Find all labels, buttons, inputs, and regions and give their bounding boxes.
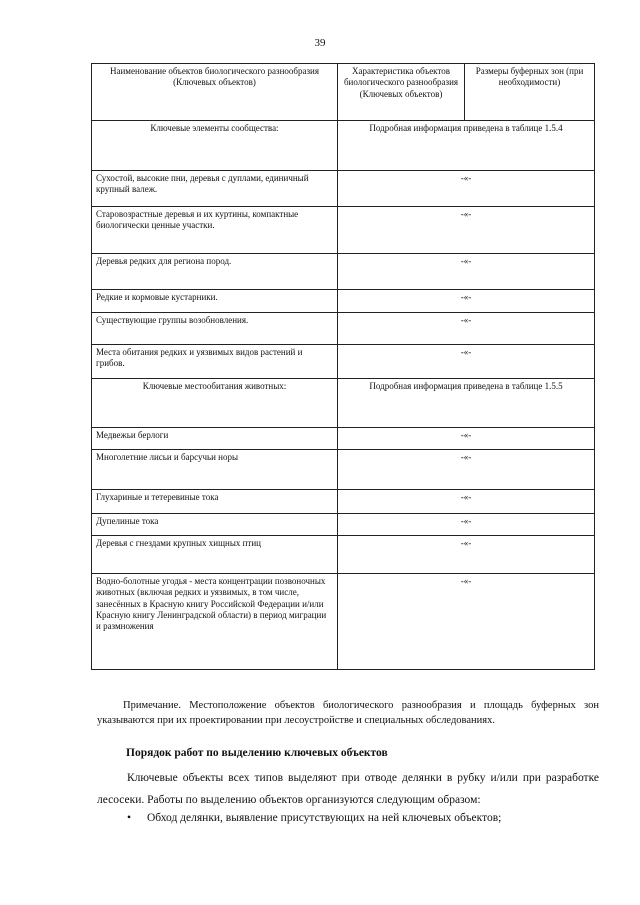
table-row [92,254,595,290]
object-name: Редкие и кормовые кустарники. [92,290,338,313]
table-row [92,428,595,450]
object-name: Деревья с гнездами крупных хищных птиц [92,536,338,574]
object-characteristic: -«- [338,514,595,536]
object-characteristic: -«- [338,536,595,574]
table-row [92,207,595,254]
object-characteristic: -«- [338,290,595,313]
table-row [92,536,595,574]
object-name: Медвежьи берлоги [92,428,338,450]
section-title: Ключевые местообитания животных: [92,379,338,428]
body-paragraph: Ключевые объекты всех типов выделяют при отводе делянки в рубку и/или при разработке лесосеки. Работы по выделению объектов организуются следующим образом: [97,772,599,806]
table-row [92,313,595,345]
object-name: Места обитания редких и уязвимых видов растений и грибов. [92,345,338,379]
table-row [92,490,595,514]
object-characteristic: -«- [338,207,595,254]
header-object-name: Наименование объектов биологического разнообразия (Ключевых объектов) [92,64,338,121]
table-row [92,171,595,207]
table-row [92,121,595,171]
object-name: Глухариные и тетеревиные тока [92,490,338,514]
table-row [92,379,595,428]
object-characteristic: -«- [338,574,595,670]
biodiversity-table [91,63,595,670]
object-characteristic: -«- [338,171,595,207]
section-title: Ключевые элементы сообщества: [92,121,338,171]
object-characteristic: -«- [338,254,595,290]
object-name: Сухостой, высокие пни, деревья с дуплами, единичный крупный валеж. [92,171,338,207]
section-info: Подробная информация приведена в таблице 1.5.4 [338,121,595,171]
object-name: Деревья редких для региона пород. [92,254,338,290]
bullet-list [127,812,501,824]
table-row [92,450,595,490]
object-name: Водно-болотные угодья - места концентрации позвоночных животных (включая редких и уязвимых, в том числе, занесённых в Красную книгу Российской Федерации и/или Красную книгу Ленинградской области) в период миграции и размножения [92,574,338,670]
list-item [127,812,501,824]
table-row [92,514,595,536]
object-characteristic: -«- [338,450,595,490]
section-heading: Порядок работ по выделению ключевых объектов [126,747,388,759]
table-note: Примечание. Местоположение объектов биологического разнообразия и площадь буферных зон указываются при их проектировании при лесоустройстве и специальных обследованиях. [97,700,599,727]
object-characteristic: -«- [338,428,595,450]
object-name: Многолетние лисьи и барсучьи норы [92,450,338,490]
table-row [92,574,595,670]
header-characteristic: Характеристика объектов биологического разнообразия (Ключевых объектов) [338,64,465,121]
object-name: Существующие группы возобновления. [92,313,338,345]
object-characteristic: -«- [338,490,595,514]
table-row [92,290,595,313]
object-characteristic: -«- [338,345,595,379]
object-characteristic: -«- [338,313,595,345]
header-buffer-zone: Размеры буферных зон (при необходимости) [465,64,595,121]
table-row [92,345,595,379]
object-name: Дупелиные тока [92,514,338,536]
page-number: 39 [314,37,326,49]
bullet-marker: • [127,812,132,824]
list-item-text: Обход делянки, выявление присутствующих на ней ключевых объектов; [147,812,502,824]
object-name: Старовозрастные деревья и их куртины, компактные биологически ценные участки. [92,207,338,254]
section-info: Подробная информация приведена в таблице 1.5.5 [338,379,595,428]
